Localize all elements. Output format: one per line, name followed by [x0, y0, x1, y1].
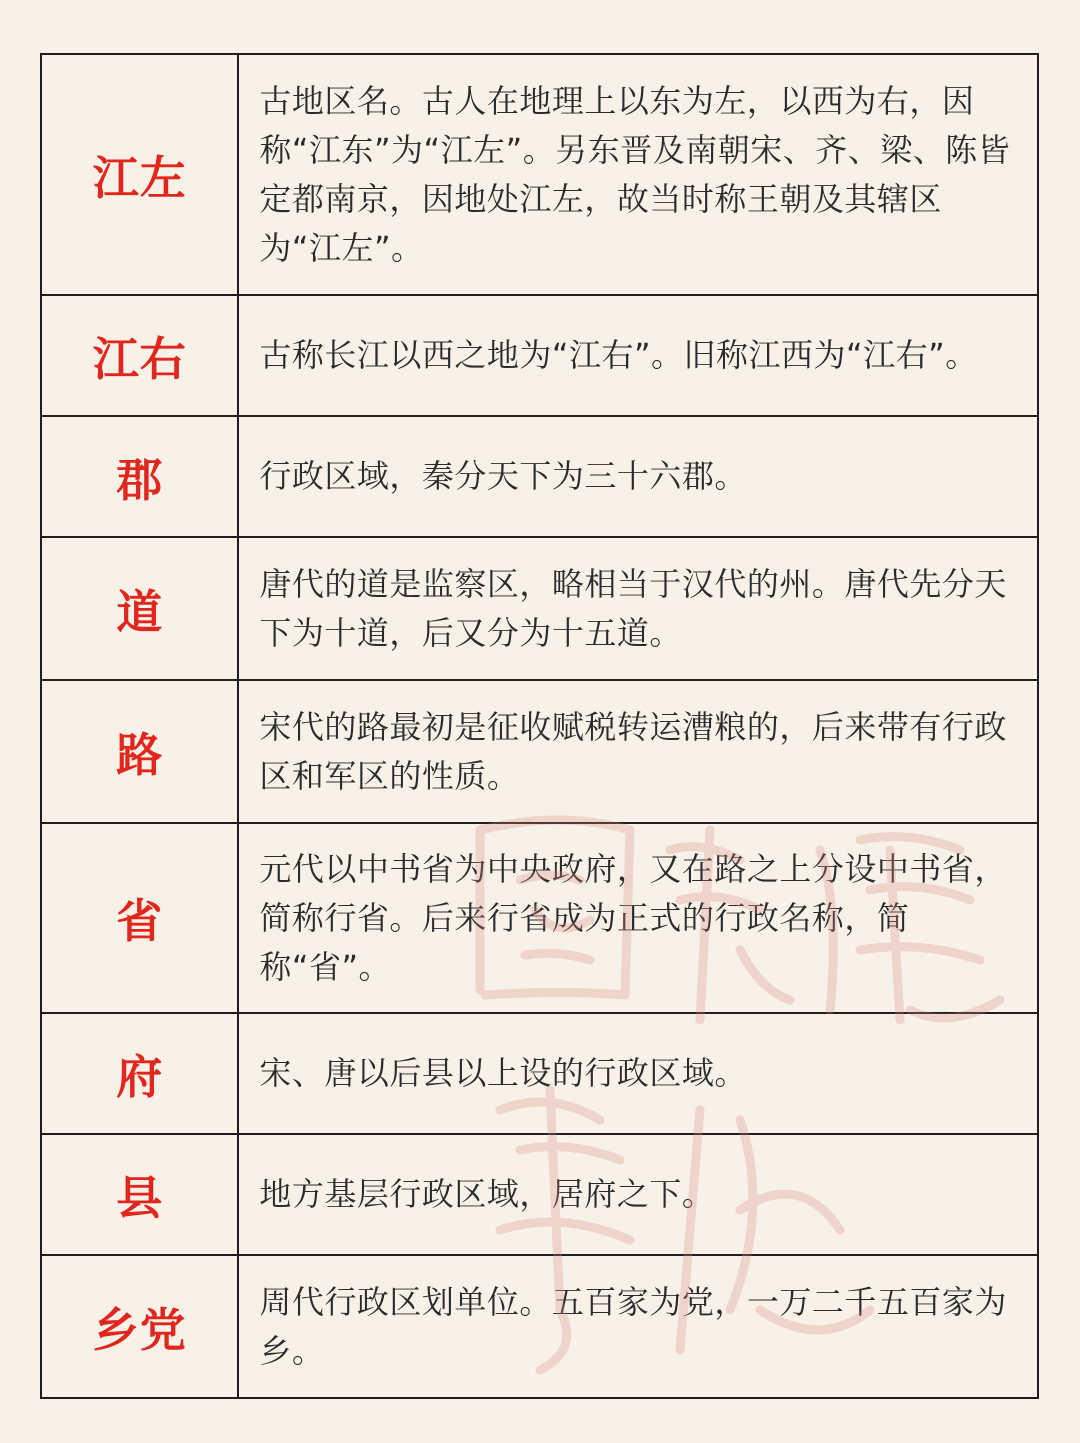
definition-cell: 周代行政区划单位。五百家为党，一万二千五百家为乡。 — [238, 1255, 1038, 1398]
term-cell: 江左 — [41, 54, 238, 295]
table-row — [41, 295, 1038, 416]
definition-cell: 唐代的道是监察区，略相当于汉代的州。唐代先分天下为十道，后又分为十五道。 — [238, 537, 1038, 680]
term-cell: 郡 — [41, 416, 238, 537]
term-cell: 江右 — [41, 295, 238, 416]
glossary-table — [40, 53, 1039, 1399]
definition-cell: 古地区名。古人在地理上以东为左，以西为右，因称“江东”为“江左”。另东晋及南朝宋、齐、梁、陈皆定都南京，因地处江左，故当时称王朝及其辖区为“江左”。 — [238, 54, 1038, 295]
term-cell: 省 — [41, 823, 238, 1013]
table-row — [41, 1255, 1038, 1398]
definition-cell: 元代以中书省为中央政府，又在路之上分设中书省，简称行省。后来行省成为正式的行政名称，简称“省”。 — [238, 823, 1038, 1013]
term-cell: 路 — [41, 680, 238, 823]
table-row — [41, 537, 1038, 680]
term-cell: 道 — [41, 537, 238, 680]
table-row — [41, 1134, 1038, 1255]
table-row — [41, 680, 1038, 823]
table-row — [41, 54, 1038, 295]
definition-cell: 宋、唐以后县以上设的行政区域。 — [238, 1013, 1038, 1134]
table-row — [41, 416, 1038, 537]
definition-cell: 地方基层行政区域，居府之下。 — [238, 1134, 1038, 1255]
definition-cell: 行政区域，秦分天下为三十六郡。 — [238, 416, 1038, 537]
table-row — [41, 1013, 1038, 1134]
table-row — [41, 823, 1038, 1013]
term-cell: 乡党 — [41, 1255, 238, 1398]
definition-cell: 宋代的路最初是征收赋税转运漕粮的，后来带有行政区和军区的性质。 — [238, 680, 1038, 823]
definition-cell: 古称长江以西之地为“江右”。旧称江西为“江右”。 — [238, 295, 1038, 416]
term-cell: 府 — [41, 1013, 238, 1134]
term-cell: 县 — [41, 1134, 238, 1255]
